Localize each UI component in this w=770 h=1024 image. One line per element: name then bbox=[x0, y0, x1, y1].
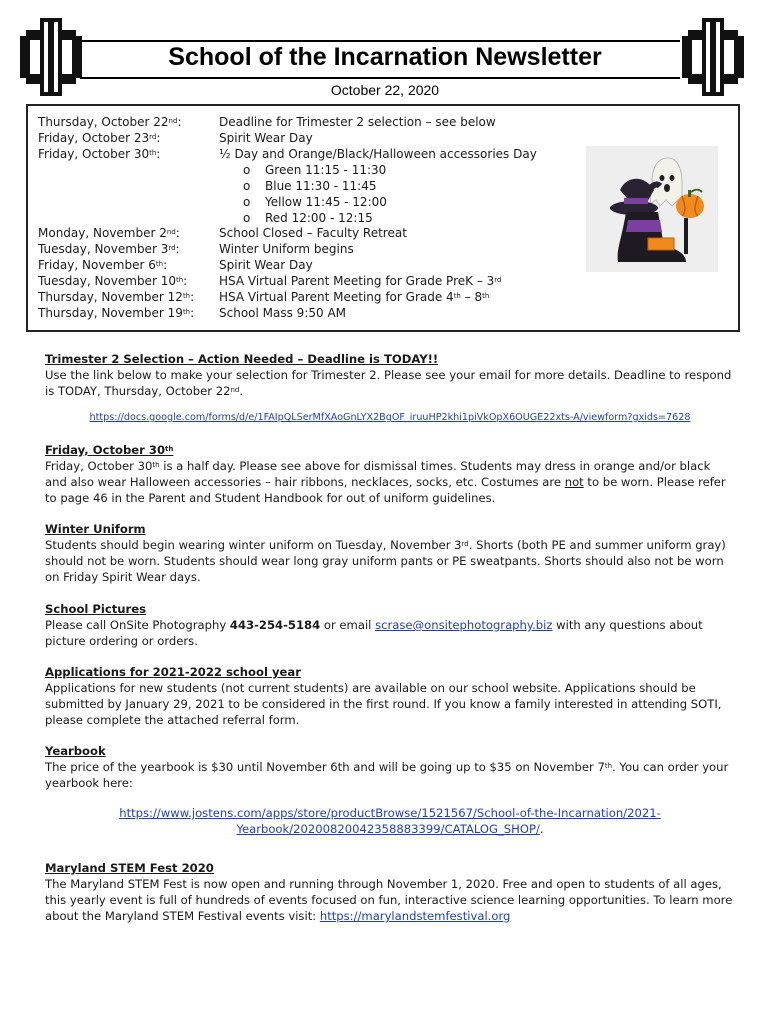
schedule-date: Thursday, October 22nd: bbox=[38, 115, 182, 129]
schedule-date: Thursday, November 19th: bbox=[38, 306, 195, 320]
header-rule-bottom bbox=[80, 77, 680, 79]
section-text: Applications for new students (not current students) are available on our school website. Applications should be submitted by January 29, 2021 to be considered in the first round. If you know a family interested in attending SOTI, please complete the attached referral form. bbox=[45, 681, 722, 727]
dismissal-time: o Blue 11:30 - 11:45 bbox=[243, 179, 377, 193]
section-trimester bbox=[45, 351, 735, 399]
schedule-event: Spirit Wear Day bbox=[219, 258, 313, 272]
section-stem-fest bbox=[45, 860, 735, 924]
dismissal-time: o Red 12:00 - 12:15 bbox=[243, 211, 373, 225]
schedule-event: HSA Virtual Parent Meeting for Grade 4th – 8th bbox=[219, 290, 490, 304]
dismissal-time: o Yellow 11:45 - 12:00 bbox=[243, 195, 387, 209]
section-october-30 bbox=[45, 442, 735, 506]
phone-number: 443-254-5184 bbox=[229, 618, 321, 632]
bullet-icon: o bbox=[243, 211, 251, 225]
schedule-date: Friday, November 6th: bbox=[38, 258, 168, 272]
section-yearbook bbox=[45, 743, 735, 837]
schedule-date: Thursday, November 12th: bbox=[38, 290, 195, 304]
newsletter-title: School of the Incarnation Newsletter bbox=[168, 43, 602, 71]
halloween-clipart-icon bbox=[586, 146, 718, 272]
section-applications bbox=[45, 664, 735, 728]
section-heading: Winter Uniform bbox=[45, 522, 146, 536]
section-text: Students should begin wearing winter uniform on Tuesday, November 3rd. Shorts (both PE and summer uniform gray) should not be worn. Students should wear long gray uniform pants or PE sweatpants. Shorts should also not be worn on Friday Spirit Wear days. bbox=[45, 538, 726, 584]
section-winter-uniform bbox=[45, 521, 735, 585]
schedule-event: HSA Virtual Parent Meeting for Grade PreK – 3rd bbox=[219, 274, 502, 288]
section-text: The Maryland STEM Fest is now open and running through November 1, 2020. Free and open to students of all ages, this yearly event is full of hundreds of events focused on fun, interactive science learning opportunities. To learn more about the Maryland STEM Festival events visit: https://marylandstemfestival.org bbox=[45, 877, 733, 923]
section-school-pictures bbox=[45, 601, 735, 649]
section-text: Use the link below to make your selection for Trimester 2. Please see your email for more details. Deadline to respond is TODAY, Thursday, October 22nd. bbox=[45, 368, 732, 398]
section-text: Please call OnSite Photography 443-254-5184 or email scrase@onsitephotography.biz with any questions about picture ordering or orders. bbox=[45, 618, 703, 648]
section-heading: School Pictures bbox=[45, 602, 147, 616]
schedule-event: Deadline for Trimester 2 selection – see below bbox=[219, 115, 496, 129]
schedule-date: Tuesday, November 10th: bbox=[38, 274, 188, 288]
bullet-icon: o bbox=[243, 179, 251, 193]
section-heading: Trimester 2 Selection – Action Needed – Deadline is TODAY!! bbox=[45, 352, 439, 366]
schedule-event: Spirit Wear Day bbox=[219, 131, 313, 145]
schedule-event: School Mass 9:50 AM bbox=[219, 306, 347, 320]
section-heading: Applications for 2021-2022 school year bbox=[45, 665, 301, 679]
stem-festival-link[interactable]: https://marylandstemfestival.org bbox=[319, 909, 511, 923]
schedule-date: Friday, October 30th: bbox=[38, 147, 161, 161]
schedule-event: Winter Uniform begins bbox=[219, 242, 354, 256]
ornament-right-icon bbox=[682, 18, 750, 96]
photography-email-link[interactable]: scrase@onsitephotography.biz bbox=[375, 618, 553, 632]
bullet-icon: o bbox=[243, 195, 251, 209]
section-text: Friday, October 30th is a half day. Please see above for dismissal times. Students may dress in orange and/or black and also wear Halloween accessories – hair ribbons, necklaces, socks, etc. Costumes are not to be worn. Please refer to page 46 in the Parent and Student Handbook for out of uniform guidelines. bbox=[45, 459, 726, 505]
section-heading: Yearbook bbox=[45, 744, 106, 758]
trimester-form-url[interactable]: https://docs.google.com/forms/d/e/1FAIpQLSerMfXAoGnLYX2BgOF_iruuHP2khi1piVkOpX6OUGE22xts-A/viewform?gxids=7628 bbox=[89, 412, 691, 423]
header-rule-top bbox=[80, 40, 680, 42]
schedule-date: Friday, October 23rd: bbox=[38, 131, 161, 145]
schedule-event: ½ Day and Orange/Black/Halloween accessories Day bbox=[219, 147, 537, 161]
schedule-event: School Closed – Faculty Retreat bbox=[219, 226, 407, 240]
section-text: The price of the yearbook is $30 until November 6th and will be going up to $35 on November 7th. You can order your yearbook here: bbox=[45, 760, 729, 790]
bullet-icon: o bbox=[243, 163, 251, 177]
issue-date: October 22, 2020 bbox=[330, 82, 440, 98]
section-heading: Friday, October 30th bbox=[45, 443, 174, 457]
schedule-date: Tuesday, November 3rd: bbox=[38, 242, 180, 256]
yearbook-url[interactable]: https://www.jostens.com/apps/store/productBrowse/1521567/School-of-the-Incarnation/2021- Yearbook/20200820042358883399/CATALOG_SHOP/. bbox=[119, 806, 661, 836]
ornament-left-icon bbox=[20, 18, 88, 96]
dismissal-time: o Green 11:15 - 11:30 bbox=[243, 163, 387, 177]
schedule-date: Monday, November 2nd: bbox=[38, 226, 180, 240]
section-heading: Maryland STEM Fest 2020 bbox=[45, 861, 214, 875]
